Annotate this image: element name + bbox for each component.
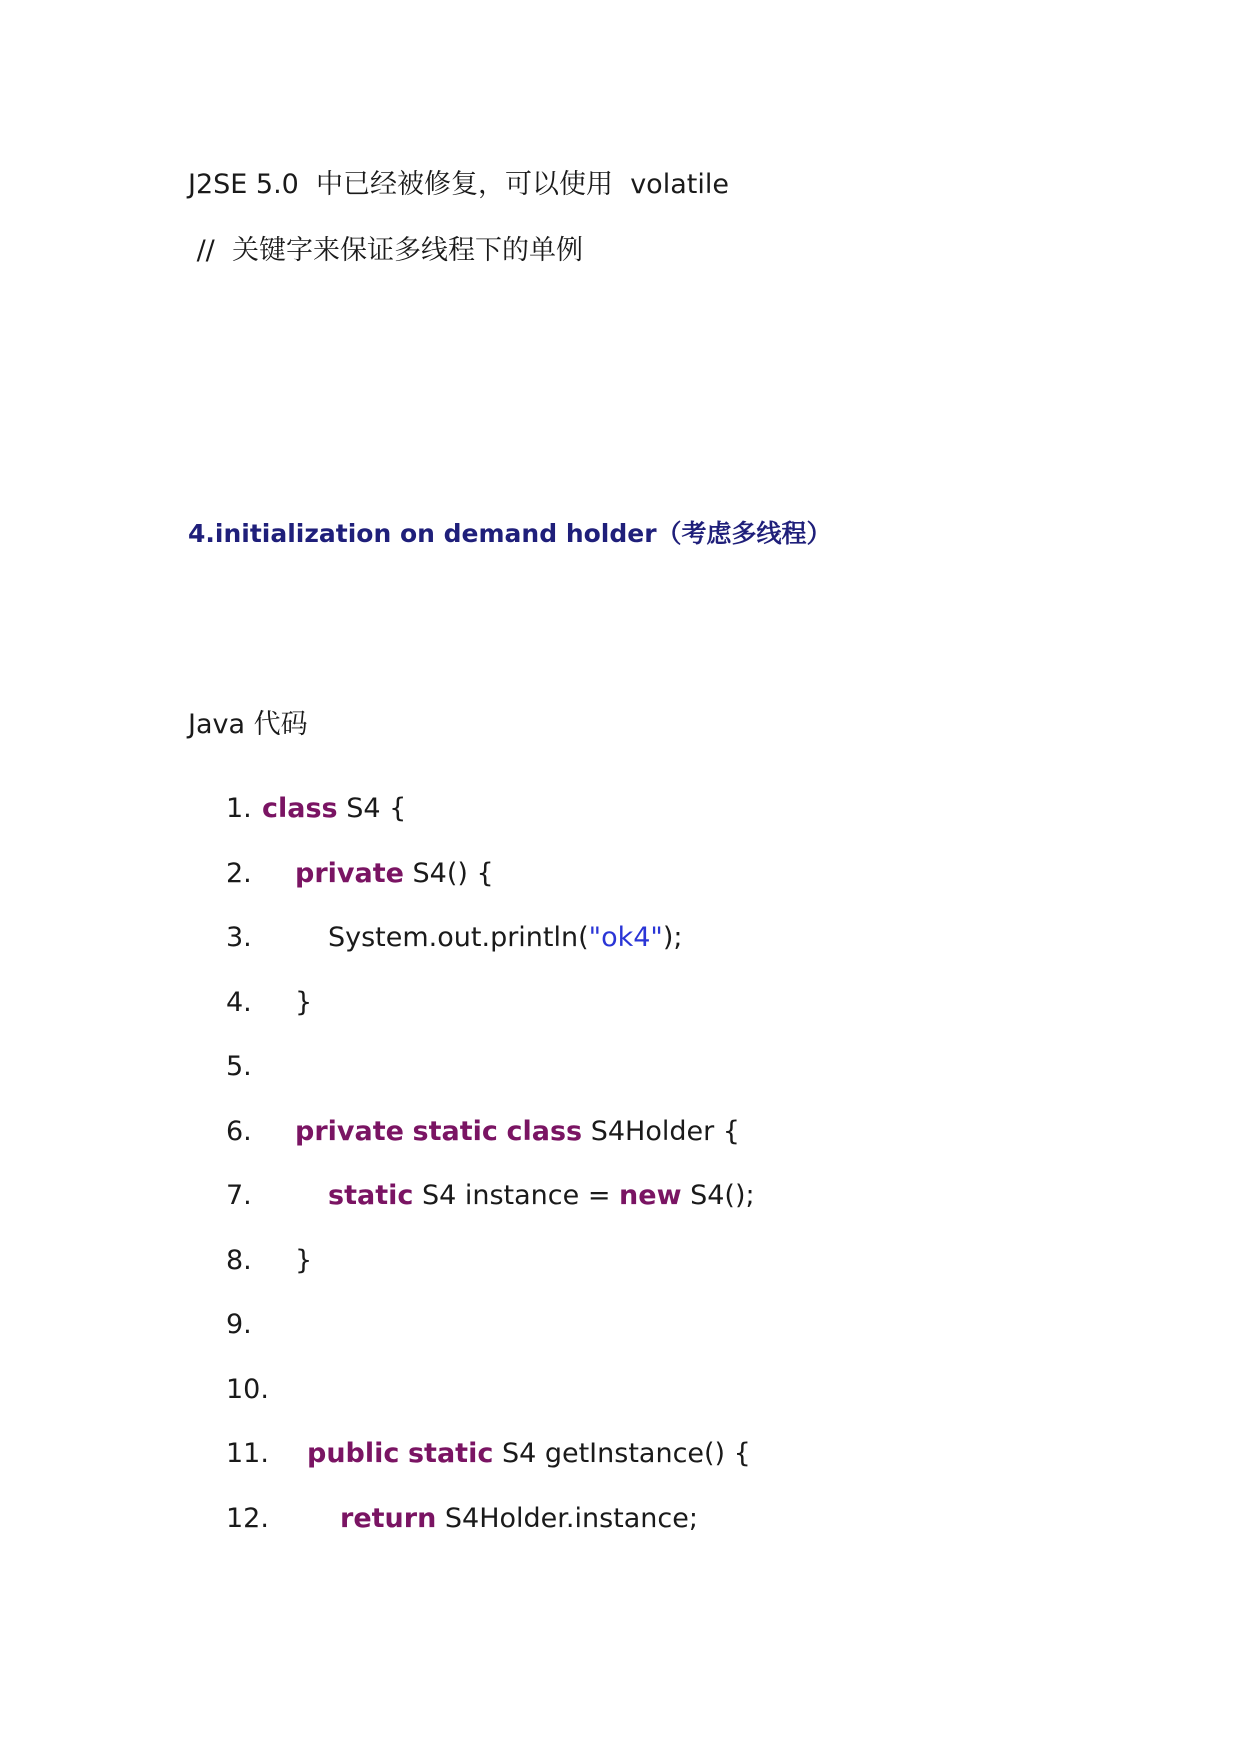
- code-line-content: [340, 1502, 698, 1536]
- code-line-number: 6.: [226, 1115, 252, 1147]
- code-line-content: [328, 921, 682, 955]
- code-keyword: static: [328, 1180, 414, 1211]
- code-text: [404, 1116, 413, 1147]
- code-keyword: class: [506, 1115, 583, 1147]
- code-text: }: [295, 986, 313, 1018]
- code-line-number: 7.: [226, 1180, 252, 1211]
- code-text: S4Holder {: [582, 1115, 740, 1147]
- code-line-number: 3.: [226, 922, 252, 953]
- code-text: S4 instance =: [413, 1180, 620, 1211]
- code-keyword: public: [307, 1438, 400, 1469]
- section-heading: 4.initialization on demand holder（考虑多线程）: [188, 519, 832, 548]
- code-language-label: Java 代码: [188, 709, 308, 740]
- code-line-number: 5.: [226, 1051, 252, 1082]
- code-text: S4Holder.instance;: [436, 1502, 698, 1534]
- code-text: S4 {: [337, 793, 407, 824]
- code-keyword: private: [295, 857, 404, 889]
- code-line-number: 2.: [226, 857, 252, 889]
- code-line-content: [295, 986, 312, 1020]
- code-text: S4 getInstance() {: [493, 1438, 751, 1469]
- code-keyword: new: [619, 1180, 682, 1211]
- code-line-number: 9.: [226, 1309, 252, 1340]
- code-text: S4() {: [403, 857, 494, 889]
- code-string-literal: "ok4": [588, 922, 663, 953]
- code-text: System.out.println(: [328, 922, 589, 953]
- code-line-content: [295, 1244, 312, 1278]
- code-keyword: class: [262, 793, 338, 824]
- code-line-content: [262, 792, 406, 826]
- code-line-number: 12.: [226, 1502, 269, 1534]
- code-line-number: 1.: [226, 793, 252, 824]
- code-line-number: 8.: [226, 1244, 252, 1276]
- code-line-content: [295, 857, 494, 891]
- code-keyword: return: [340, 1502, 437, 1534]
- code-keyword: static: [407, 1438, 494, 1469]
- code-text: S4();: [681, 1180, 755, 1211]
- code-text: [498, 1116, 507, 1147]
- paragraph-keyword-singleton: // 关键字来保证多线程下的单例: [188, 235, 583, 266]
- paragraph-volatile-fix: J2SE 5.0 中已经被修复，可以使用 volatile: [188, 169, 729, 200]
- code-keyword: static: [412, 1115, 498, 1147]
- code-text: }: [295, 1244, 313, 1276]
- code-line-number: 10.: [226, 1373, 269, 1405]
- code-line-content: [307, 1437, 751, 1471]
- code-text: );: [662, 922, 683, 953]
- code-keyword: private: [295, 1115, 404, 1147]
- code-line-content: [295, 1115, 740, 1149]
- code-text: [399, 1438, 408, 1469]
- code-line-number: 4.: [226, 986, 252, 1018]
- code-line-content: [328, 1179, 755, 1213]
- code-line-number: 11.: [226, 1438, 269, 1469]
